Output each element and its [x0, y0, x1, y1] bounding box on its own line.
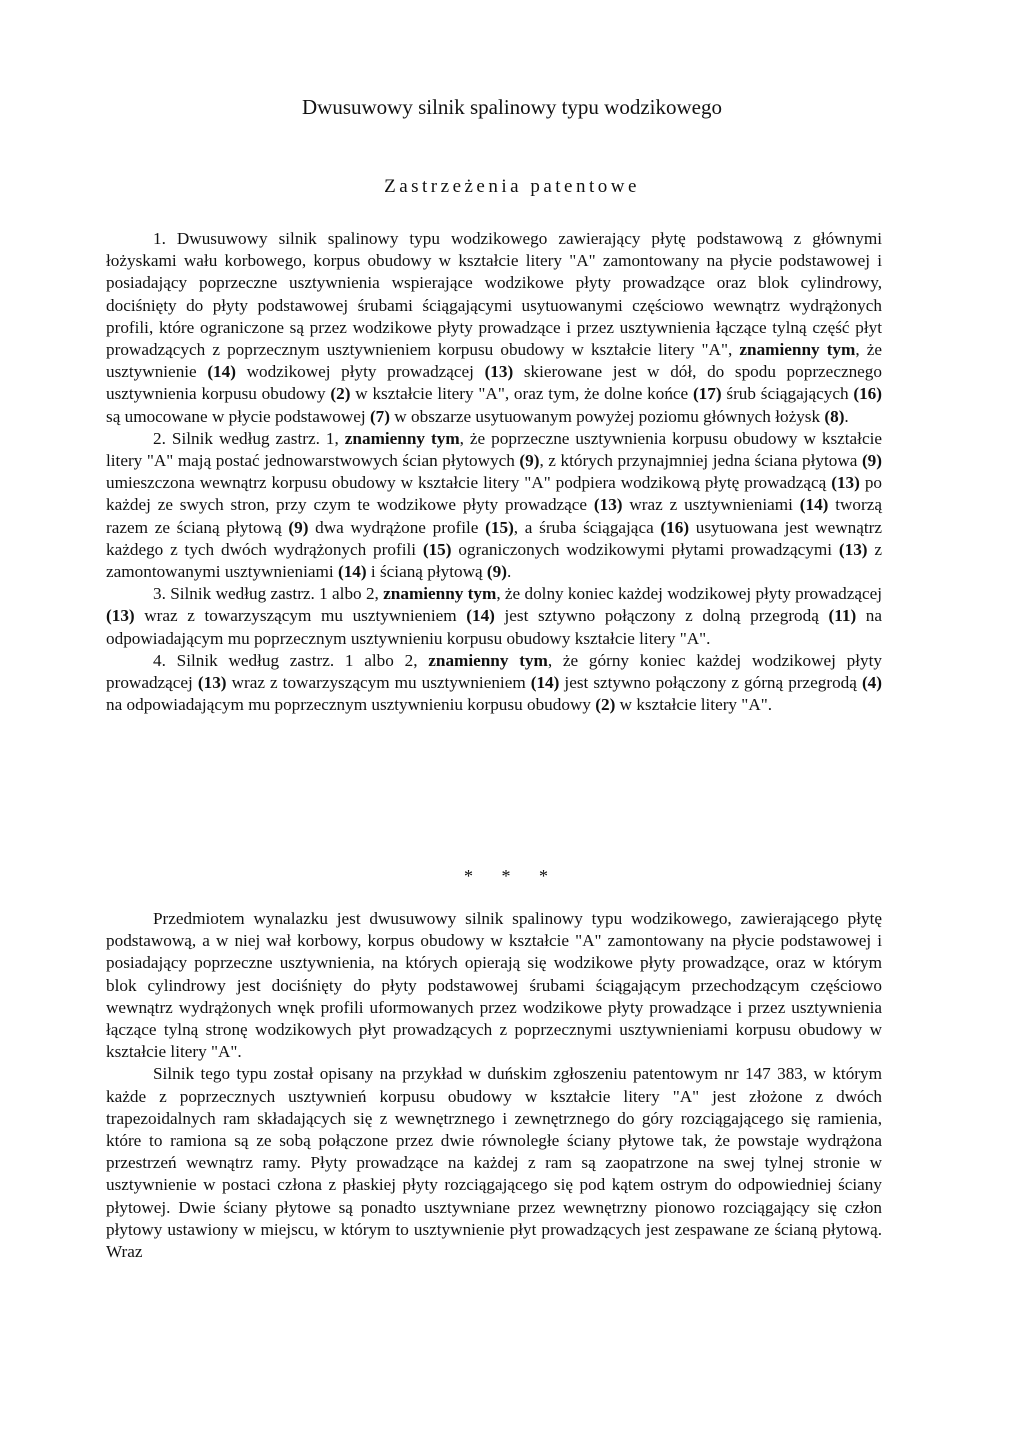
- claim-text: w obszarze usytuowanym powyżej poziomu głównych łożysk: [390, 406, 825, 426]
- claim-text: jest sztywno połączony z górną przegrodą: [559, 673, 862, 693]
- claim-emphasis: (9): [519, 451, 540, 471]
- claim-emphasis: (2): [595, 695, 616, 715]
- claim-emphasis: (9): [288, 517, 309, 537]
- description-paragraph-2: Silnik tego typu został opisany na przykład w duńskim zgłoszeniu patentowym nr 147 383, w którym każde z poprzecznych usztywnień korpusu obudowy w kształcie litery "A" jest złożone z dwóch trapezoidalnych ram składających się z wewnętrznego i zewnętrznego do góry rozciągającego się ramienia, które to ramiona są ze sobą połączone przez dwie równoległe ściany płytowe tak, że powstaje wydrążona przestrzeń wewnątrz ramy. Płyty prowadzące na każdej z ram są zaopatrzone na swej tylnej stronie w usztywnienie w postaci człona z płaskiej płyty rozciągającego się pod kątem ostrym do odpowiedniej ściany płytowej. Dwie ściany płytowe są ponadto usztywniane przez wewnętrzny pionowo rozciągający się człon płytowy ustawiony w miejscu, w którym to usztywnienie płyt prowadzących jest zespawane ze ścianą płytową. Wraz: [106, 1064, 882, 1262]
- claim-emphasis: znamienny tym: [344, 428, 460, 448]
- claims-section: [106, 228, 882, 716]
- claim-3: [106, 583, 882, 650]
- claim-emphasis: (13): [106, 606, 135, 626]
- claim-emphasis: (14): [337, 562, 367, 582]
- section-separator: * * *: [464, 866, 560, 886]
- claim-emphasis: (14): [530, 673, 560, 693]
- claim-emphasis: (8): [824, 406, 845, 426]
- claim-emphasis: (11): [828, 606, 857, 626]
- description-paragraph-1: Przedmiotem wynalazku jest dwusuwowy silnik spalinowy typu wodzikowego, zawierającego płytę podstawową, a w niej wał korbowy, korpus obudowy w kształcie "A" zamontowany na płycie podstawowej i posiadający poprzeczne usztywnienia, na których opierają się wodzikowe płyty prowadzące, oraz w którym blok cylindrowy jest dociśnięty do płyty podstawowej śrubami ściągającym przechodzącym częściowo wewnątrz wydrążonych wnęk profili uformowanych przez wodzikowe płyty prowadzące i przez usztywnienia łączące tylną stronę wodzikowych płyt prowadzących z poprzecznymi usztywnieniami korpusu obudowy w kształcie litery "A".: [106, 909, 882, 1062]
- claim-text: na odpowiadającym mu poprzecznym usztywnieniu korpusu obudowy: [106, 695, 596, 715]
- claims-heading: Zastrzeżenia patentowe: [384, 176, 640, 197]
- claim-text: na odpowiadającym mu poprzecznym usztywnieniu korpusu obudowy kształcie litery "A".: [106, 606, 883, 648]
- claim-emphasis: (13): [593, 495, 623, 515]
- claim-text: z zamontowanymi usztywnieniami: [106, 539, 882, 582]
- claim-emphasis: (4): [861, 673, 882, 693]
- claim-text: .: [844, 406, 849, 426]
- claim-text: w kształcie litery "A", oraz tym, że dolne końce: [350, 384, 693, 404]
- claim-text: umieszczona wewnątrz korpusu obudowy w kształcie litery "A" podpiera wodzikową płytę prowadzącą: [106, 473, 832, 493]
- claim-emphasis: (15): [422, 539, 452, 559]
- claim-emphasis: (13): [484, 362, 514, 382]
- claim-text: , że dolny koniec każdej wodzikowej płyty prowadzącej: [496, 584, 882, 604]
- claim-text: , z których przynajmniej jedna ściana płytowa: [539, 451, 862, 471]
- claim-text: 3. Silnik według zastrz. 1 albo 2,: [153, 584, 384, 604]
- page-title: Dwusuwowy silnik spalinowy typu wodzikowego: [302, 95, 722, 119]
- claim-emphasis: (13): [197, 673, 227, 693]
- claim-text: , że górny koniec każdej wodzikowej płyty prowadzącej: [106, 650, 883, 693]
- claim-emphasis: (14): [799, 495, 829, 515]
- claim-text: 2. Silnik według zastrz. 1,: [153, 428, 345, 448]
- claim-text: , a śruba ściągająca: [513, 517, 661, 537]
- claim-text: w kształcie litery "A".: [615, 695, 773, 715]
- claim-text: są umocowane w płycie podstawowej: [106, 406, 370, 426]
- claim-emphasis: znamienny tym: [428, 650, 548, 670]
- claim-emphasis: (14): [207, 362, 236, 382]
- claim-2: [106, 428, 882, 583]
- claim-1: [106, 228, 882, 428]
- claim-4: [106, 650, 882, 717]
- claim-text: usytuowana jest wewnątrz każdego z tych dwóch wydrążonych profili: [106, 517, 882, 559]
- claim-emphasis: (16): [660, 517, 690, 537]
- description-section: [106, 908, 882, 1263]
- claim-emphasis: znamienny tym: [739, 340, 856, 360]
- claim-emphasis: (7): [369, 406, 390, 426]
- claim-text: tworzą razem ze ścianą płytową: [106, 495, 882, 537]
- claim-text: wodzikowej płyty prowadzącej: [235, 362, 485, 382]
- claim-text: ograniczonych wodzikowymi płytami prowadzącymi: [451, 539, 839, 559]
- claim-text: wraz z usztywnieniami: [622, 495, 800, 515]
- claim-text: 1. Dwusuwowy silnik spalinowy typu wodzikowego zawierający płytę podstawową z głównymi łożyskami wału korbowego, korpus obudowy w kształcie litery "A" zamontowany na płycie podstawowej i posiadający poprzeczne usztywnienia wspierające wodzikowe płyty prowadzące oraz blok cylindrowy, dociśnięty do płyty podstawowej śrubami ściągającymi usytuowanymi częściowo wewnątrz wydrążonych profili, które ograniczone są przez wodzikowe płyty prowadzące i przez usztywnienia łączące tylną część płyt prowadzących z poprzecznym usztywnieniem korpusu obudowy w kształcie litery "A",: [106, 229, 882, 360]
- claim-emphasis: (13): [831, 473, 860, 493]
- claim-text: 4. Silnik według zastrz. 1 albo 2,: [153, 650, 429, 670]
- claim-emphasis: (9): [486, 562, 507, 582]
- claim-emphasis: (15): [485, 517, 514, 537]
- claim-text: skierowane jest w dół, do spodu poprzecznego usztywnienia korpusu obudowy: [106, 362, 882, 404]
- claim-text: i ścianą płytową: [366, 562, 487, 582]
- claim-text: dwa wydrążone profile: [308, 517, 486, 537]
- claim-text: , że poprzeczne usztywnienia korpusu obudowy w kształcie litery "A" mają postać jednowarstwowych ścian płytowych: [106, 428, 882, 471]
- claim-emphasis: (13): [838, 539, 868, 559]
- claim-text: , że usztywnienie: [106, 340, 882, 382]
- claim-emphasis: (14): [466, 606, 495, 626]
- claim-text: wraz z towarzyszącym mu usztywnieniem: [134, 606, 467, 626]
- claim-text: po każdej ze swych stron, przy czym te wodzikowe płyty prowadzące: [106, 473, 883, 515]
- claim-emphasis: znamienny tym: [383, 584, 497, 604]
- claim-text: śrub ściągających: [721, 384, 854, 404]
- claim-emphasis: (17): [692, 384, 722, 404]
- claim-emphasis: (9): [861, 451, 882, 471]
- claim-emphasis: (2): [330, 384, 351, 404]
- claim-text: wraz z towarzyszącym mu usztywnieniem: [226, 673, 531, 693]
- claim-text: jest sztywno połączony z dolną przegrodą: [494, 606, 829, 626]
- claim-emphasis: (16): [853, 384, 882, 404]
- claim-text: .: [506, 562, 512, 582]
